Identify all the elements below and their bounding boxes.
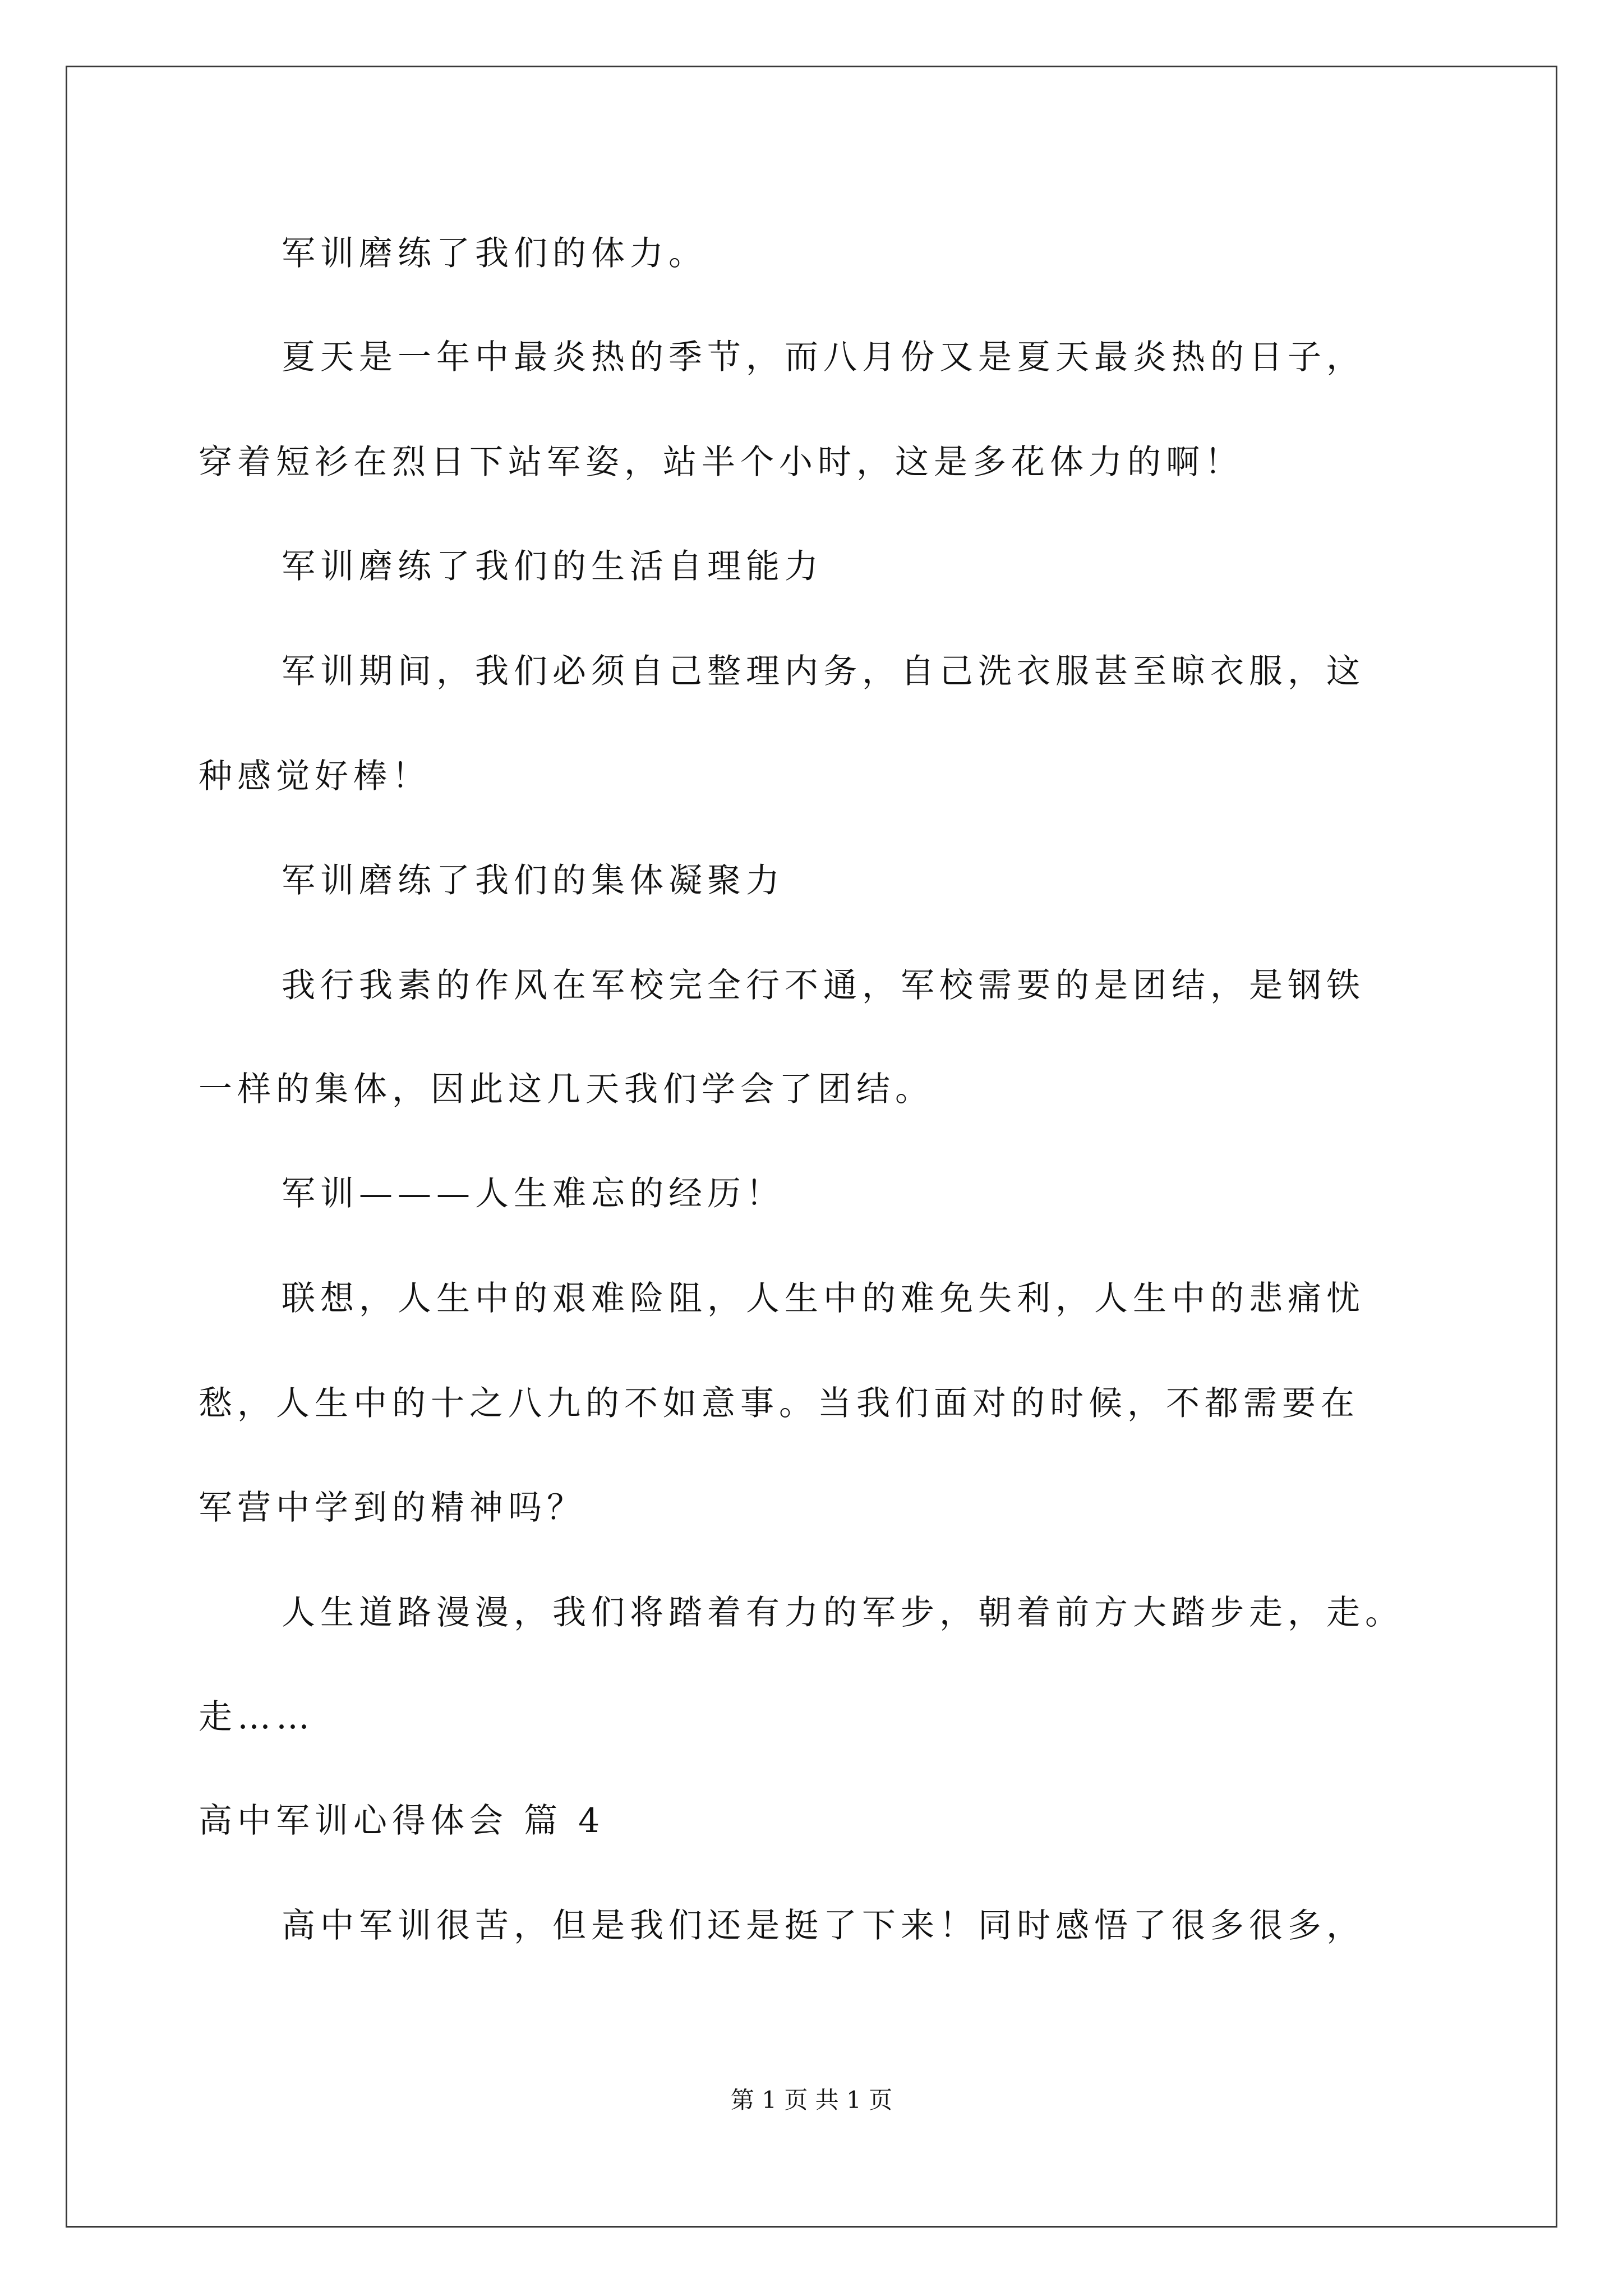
paragraph-line: 军训磨练了我们的体力。	[282, 234, 707, 273]
section-heading: 高中军训心得体会 篇 4	[199, 1801, 605, 1841]
paragraph-line: 愁，人生中的十之八九的不如意事。当我们面对的时候，不都需要在	[199, 1384, 1359, 1423]
paragraph-line: 夏天是一年中最炎热的季节，而八月份又是夏天最炎热的日子，	[282, 338, 1365, 377]
paragraph-line: 军营中学到的精神吗？	[199, 1488, 585, 1527]
paragraph-line: 种感觉好棒！	[199, 757, 431, 796]
paragraph-line: 走……	[199, 1697, 315, 1737]
paragraph-line: 人生道路漫漫，我们将踏着有力的军步，朝着前方大踏步走，走。	[282, 1593, 1404, 1632]
paragraph-line: 一样的集体，因此这几天我们学会了团结。	[199, 1070, 934, 1109]
page-number-footer: 第 1 页 共 1 页	[730, 2086, 893, 2114]
paragraph-line: 军训———人生难忘的经历！	[282, 1174, 785, 1213]
paragraph-line: 军训磨练了我们的集体凝聚力	[282, 861, 785, 900]
paragraph-line: 我行我素的作风在军校完全行不通，军校需要的是团结，是钢铁	[282, 966, 1365, 1005]
paragraph-line: 军训磨练了我们的生活自理能力	[282, 547, 823, 586]
paragraph-line: 高中军训很苦，但是我们还是挺了下来！同时感悟了很多很多，	[282, 1906, 1365, 1945]
paragraph-line: 军训期间，我们必须自己整理内务，自己洗衣服甚至晾衣服，这	[282, 652, 1365, 691]
paragraph-line: 联想，人生中的艰难险阻，人生中的难免失利，人生中的悲痛忧	[282, 1279, 1365, 1318]
paragraph-line: 穿着短衫在烈日下站军姿，站半个小时，这是多花体力的啊！	[199, 443, 1243, 482]
